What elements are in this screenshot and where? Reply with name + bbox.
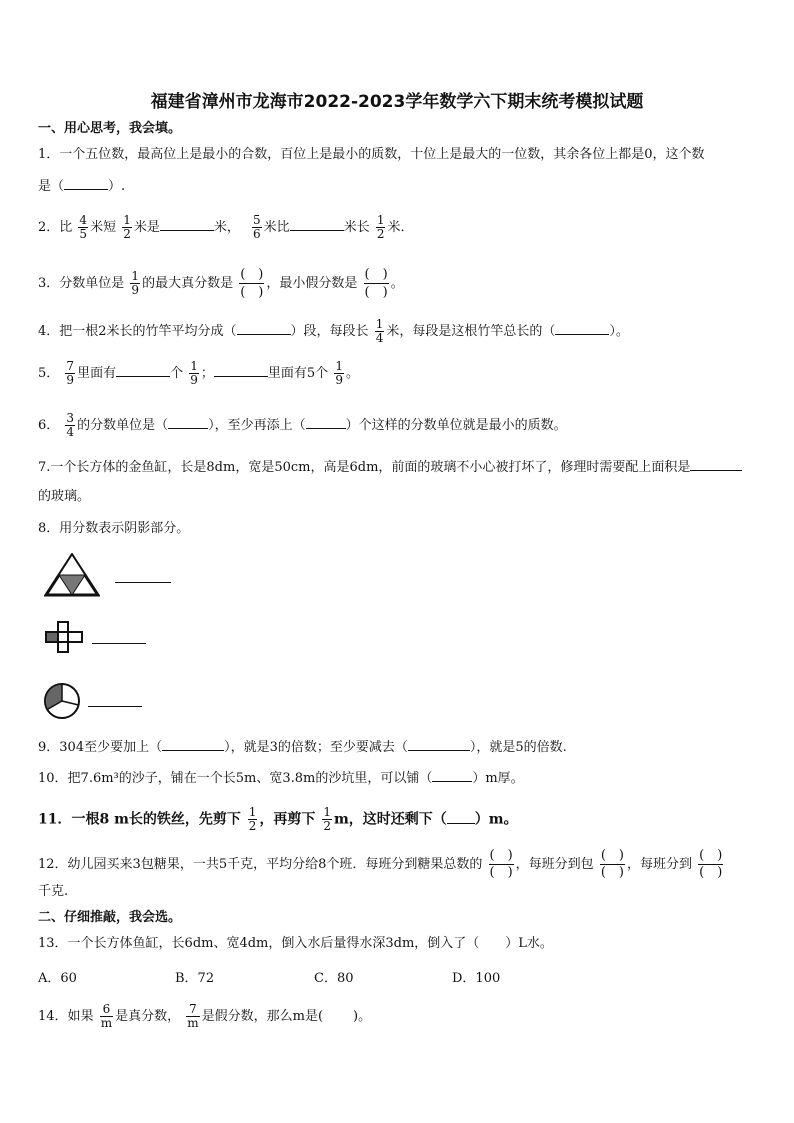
question-2: 2．比 $\frac{4}{5}$ 米短 $\frac{1}{2}$ 米是 米， $\frac{5}{6}$ 米比 米长 $\frac{1}{2}$ 米． [38, 213, 414, 241]
question-8: 8．用分数表示阴影部分。 [38, 521, 190, 536]
fraction: $\frac{1}{9}$ [131, 269, 140, 297]
fraction: $\frac{1}{9}$ [190, 359, 198, 387]
answer-blank[interactable] [290, 218, 344, 231]
option-b[interactable]: B．72 [175, 971, 215, 986]
fraction: $\frac{1}{2}$ [323, 805, 331, 833]
question-14: 14．如果 $\frac{6}{m}$ 是真分数， $\frac{7}{m}$ 是假分数，那么m是( )。 [38, 1002, 372, 1030]
fraction: $\frac{4}{5}$ [79, 213, 88, 241]
option-d[interactable]: D．100 [452, 971, 501, 986]
answer-blank[interactable] [168, 416, 208, 429]
answer-blank[interactable] [555, 322, 609, 335]
section-2-heading: 二、仔细推敲，我会选。 [38, 910, 182, 925]
fraction: $\frac{7}{m}$ [187, 1002, 199, 1030]
question-1-line-1: 1．一个五位数，最高位上是最小的合数，百位上是最小的质数，十位上是最大的一位数，其余各位上都是0，这个数 [38, 147, 705, 162]
fraction: $\frac{1}{4}$ [375, 317, 384, 345]
question-7-line-1: 7.一个长方体的金鱼缸，长是8dm，宽是50cm，高是6dm，前面的玻璃不小心被打坏了，修理时需要配上面积是 [38, 458, 742, 477]
answer-fraction-blank[interactable]: $\frac{( )}{( )}$ [489, 848, 513, 880]
answer-blank[interactable] [64, 177, 108, 190]
answer-blank[interactable] [432, 769, 472, 782]
cross-grid-figure [44, 620, 88, 654]
answer-blank[interactable] [115, 570, 171, 583]
fraction: $\frac{3}{4}$ [66, 411, 75, 439]
question-12-line-2: 千克. [38, 884, 69, 899]
answer-blank[interactable] [214, 364, 268, 377]
fraction: $\frac{1}{2}$ [376, 213, 385, 241]
answer-blank[interactable] [408, 738, 470, 751]
fraction: $\frac{1}{9}$ [335, 359, 343, 387]
circle-figure [40, 682, 84, 720]
question-6: 6． $\frac{3}{4}$ 的分数单位是（ ），至少再添上（ ）个这样的分数单位就是最小的质数。 [38, 411, 567, 439]
question-4: 4．把一根2米长的竹竿平均分成（ ）段，每段长 $\frac{1}{4}$ 米，每段是这根竹竿总长的（ ）。 [38, 317, 629, 345]
answer-blank[interactable] [88, 694, 142, 707]
triangle-figure [44, 553, 100, 597]
option-c[interactable]: C．80 [314, 971, 354, 986]
answer-blank[interactable] [160, 218, 214, 231]
page-title: 福建省漳州市龙海市2022-2023学年数学六下期末统考模拟试题 [150, 92, 644, 112]
answer-blank[interactable] [162, 738, 224, 751]
answer-blank[interactable] [116, 364, 170, 377]
answer-fraction-blank[interactable]: $\frac{( )}{( )}$ [364, 267, 388, 300]
section-1-heading: 一、用心思考，我会填。 [38, 121, 182, 136]
question-12-line-1: 12．幼儿园买来3包糖果，一共5千克，平均分给8个班．每班分到糖果总数的 $\frac{( )}{( )}$ ，每班分到包 $\frac{( )}{( )}$ ，每班分到 $\frac{( )}{( )}$ [38, 848, 723, 880]
answer-blank[interactable] [447, 811, 475, 824]
answer-fraction-blank[interactable]: $\frac{( )}{( )}$ [600, 848, 624, 880]
answer-fraction-blank[interactable]: $\frac{( )}{( )}$ [240, 267, 264, 300]
answer-blank[interactable] [306, 416, 346, 429]
option-a[interactable]: A．60 [38, 971, 77, 986]
fraction: $\frac{7}{9}$ [66, 359, 75, 387]
question-5: 5． $\frac{7}{9}$ 里面有 个 $\frac{1}{9}$ ； 里面有5个 $\frac{1}{9}$ 。 [38, 359, 359, 387]
question-7-line-2: 的玻璃。 [38, 489, 91, 504]
answer-fraction-blank[interactable]: $\frac{( )}{( )}$ [699, 848, 723, 880]
question-3: 3．分数单位是 $\frac{1}{9}$ 的最大真分数是 $\frac{( )}{( )}$ ，最小假分数是 $\frac{( )}{( )}$ 。 [38, 267, 404, 300]
question-13: 13．一个长方体鱼缸，长6dm、宽4dm，倒入水后量得水深3dm，倒入了（ ）L水。 [38, 936, 553, 951]
answer-blank[interactable] [92, 631, 146, 644]
fraction: $\frac{6}{m}$ [100, 1002, 113, 1030]
question-10: 10．把7.6m³的沙子，铺在一个长5m、宽3.8m的沙坑里，可以铺（ ）m厚。 [38, 771, 524, 786]
fraction: $\frac{1}{2}$ [123, 213, 131, 241]
answer-blank[interactable] [237, 322, 291, 335]
fraction: $\frac{5}{6}$ [253, 213, 261, 241]
fraction: $\frac{1}{2}$ [248, 805, 257, 833]
question-1-line-2: 是（ ）. [38, 179, 126, 194]
answer-blank[interactable] [690, 458, 742, 471]
question-9: 9．304至少要加上（ ），就是3的倍数；至少要减去（ ），就是5的倍数. [38, 740, 567, 755]
question-11: 11．一根8 m长的铁丝，先剪下 $\frac{1}{2}$ ，再剪下 $\frac{1}{2}$ m，这时还剩下（ ）m。 [38, 805, 518, 833]
